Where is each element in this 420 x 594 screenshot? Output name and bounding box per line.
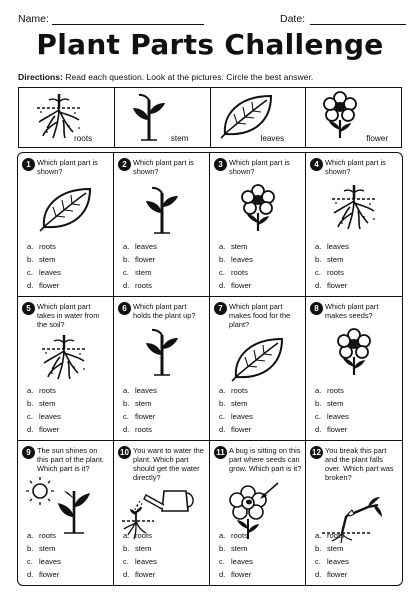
answer-options: [123, 240, 157, 292]
question-number: 8: [310, 302, 323, 315]
question-8: [306, 297, 402, 441]
answer-option[interactable]: b. stem: [27, 255, 56, 264]
answer-option[interactable]: c. leaves: [315, 557, 349, 566]
question-text: You break this part and the plant falls over. Which part was broken?: [325, 446, 394, 482]
question-text: You want to water the plant. Which part should get the water directly?: [133, 446, 204, 482]
answer-option[interactable]: d. flower: [219, 425, 252, 434]
question-number: 11: [214, 446, 227, 459]
key-roots: [19, 88, 115, 147]
date-label: Date:: [280, 13, 306, 25]
flower-icon: [324, 327, 384, 377]
answer-option[interactable]: a. stem: [219, 242, 248, 251]
answer-option[interactable]: c. stem: [123, 268, 152, 277]
answer-option[interactable]: d. roots: [123, 425, 152, 434]
key-label: stem: [170, 134, 189, 143]
question-text: The sun shines on this part of the plant. Which part is it?: [37, 446, 104, 473]
stem-icon: [132, 327, 192, 377]
answer-option[interactable]: a. roots: [219, 386, 248, 395]
question-number: 1: [22, 158, 35, 171]
answer-options: [219, 529, 253, 581]
answer-option[interactable]: d. flower: [315, 425, 348, 434]
question-text: A bug is sitting on this part where seeds can grow. Which part is it?: [229, 446, 302, 473]
key-label: flower: [366, 134, 389, 143]
flower-icon: [228, 183, 288, 233]
question-6: [114, 297, 210, 441]
answer-option[interactable]: c. leaves: [219, 557, 253, 566]
answer-options: [123, 529, 157, 581]
answer-option[interactable]: a. roots: [27, 242, 56, 251]
key-leaves: [211, 88, 307, 147]
question-number: 7: [214, 302, 227, 315]
answer-options: [219, 384, 253, 436]
roots-icon: [34, 333, 94, 383]
question-2: [114, 153, 210, 297]
question-text: Which plant part is shown?: [133, 158, 194, 176]
answer-options: [315, 529, 349, 581]
question-7: [210, 297, 306, 441]
answer-option[interactable]: d. flower: [219, 570, 252, 579]
question-9: [18, 441, 114, 585]
question-number: 2: [118, 158, 131, 171]
answer-option[interactable]: a. leaves: [123, 386, 157, 395]
directions: [18, 72, 313, 82]
date-field[interactable]: [310, 24, 406, 25]
answer-option[interactable]: d. flower: [27, 281, 60, 290]
answer-option[interactable]: b. stem: [219, 399, 248, 408]
answer-option[interactable]: c. roots: [315, 268, 344, 277]
answer-option[interactable]: d. flower: [219, 281, 252, 290]
sun-plant-icon: [24, 477, 104, 537]
answer-option[interactable]: a. roots: [315, 531, 344, 540]
flower-icon: [310, 90, 370, 140]
answer-option[interactable]: d. flower: [27, 570, 60, 579]
key-label: leaves: [260, 134, 285, 143]
answer-option[interactable]: a. roots: [123, 531, 152, 540]
picture-key: [18, 87, 402, 148]
question-4: [306, 153, 402, 297]
directions-text: Read each question. Look at the pictures. Circle the best answer.: [62, 72, 314, 82]
answer-option[interactable]: c. leaves: [123, 557, 157, 566]
question-number: 10: [118, 446, 131, 459]
question-text: Which plant part is shown?: [325, 158, 386, 176]
answer-options: [315, 240, 349, 292]
answer-option[interactable]: a. roots: [219, 531, 248, 540]
answer-option[interactable]: b. stem: [315, 255, 344, 264]
name-date-row: [18, 11, 406, 27]
answer-option[interactable]: d. flower: [123, 570, 156, 579]
roots-icon: [324, 183, 384, 233]
question-text: Which plant part makes food for the plant?: [229, 302, 291, 329]
answer-option[interactable]: a. leaves: [315, 242, 349, 251]
answer-option[interactable]: a. roots: [27, 386, 56, 395]
name-field[interactable]: [52, 24, 204, 25]
answer-option[interactable]: b. stem: [27, 399, 56, 408]
page-title: Plant Parts Challenge: [36, 28, 384, 61]
key-label: roots: [74, 134, 93, 143]
stem-icon: [119, 92, 179, 142]
question-text: Which plant part makes seeds?: [325, 302, 379, 320]
answer-options: [27, 240, 61, 292]
answer-option[interactable]: b. leaves: [219, 255, 253, 264]
answer-option[interactable]: c. leaves: [315, 412, 349, 421]
question-text: Which plant part holds the plant up?: [133, 302, 196, 320]
question-text: Which plant part is shown?: [37, 158, 98, 176]
answer-options: [219, 240, 253, 292]
answer-option[interactable]: b. flower: [123, 255, 156, 264]
stem-icon: [132, 185, 192, 235]
leaf-icon: [228, 333, 288, 383]
answer-option[interactable]: c. leaves: [27, 268, 61, 277]
question-3: [210, 153, 306, 297]
answer-options: [27, 384, 61, 436]
answer-option[interactable]: b. stem: [123, 399, 152, 408]
answer-option[interactable]: b. stem: [219, 544, 248, 553]
question-text: Which plant part takes in water from the soil?: [37, 302, 100, 329]
question-1: [18, 153, 114, 297]
directions-label: Directions:: [18, 72, 63, 82]
answer-option[interactable]: c. flower: [123, 412, 156, 421]
answer-option[interactable]: d. flower: [315, 570, 348, 579]
answer-options: [27, 529, 61, 581]
answer-option[interactable]: b. stem: [315, 544, 344, 553]
question-5: [18, 297, 114, 441]
question-12: [306, 441, 402, 585]
key-stem: [115, 88, 211, 147]
answer-option[interactable]: b. stem: [315, 399, 344, 408]
answer-option[interactable]: d. roots: [123, 281, 152, 290]
answer-option[interactable]: a. leaves: [123, 242, 157, 251]
question-number: 6: [118, 302, 131, 315]
question-text: Which plant part is shown?: [229, 158, 290, 176]
answer-option[interactable]: a. roots: [27, 531, 56, 540]
answer-options: [123, 384, 157, 436]
answer-option[interactable]: c. leaves: [27, 557, 61, 566]
question-number: 3: [214, 158, 227, 171]
leaf-icon: [217, 90, 277, 140]
key-flower: [306, 88, 401, 147]
question-number: 4: [310, 158, 323, 171]
question-number: 9: [22, 446, 35, 459]
question-number: 5: [22, 302, 35, 315]
answer-option[interactable]: b. stem: [123, 544, 152, 553]
answer-option[interactable]: d. flower: [315, 281, 348, 290]
answer-option[interactable]: c. roots: [219, 268, 248, 277]
name-label: Name:: [18, 13, 49, 25]
question-grid: [17, 152, 403, 586]
answer-option[interactable]: c. leaves: [219, 412, 253, 421]
leaf-icon: [36, 183, 96, 233]
question-11: [210, 441, 306, 585]
answer-option[interactable]: b. stem: [27, 544, 56, 553]
answer-options: [315, 384, 349, 436]
question-10: [114, 441, 210, 585]
question-number: 12: [310, 446, 323, 459]
answer-option[interactable]: a. roots: [315, 386, 344, 395]
answer-option[interactable]: c. leaves: [27, 412, 61, 421]
answer-option[interactable]: d. flower: [27, 425, 60, 434]
